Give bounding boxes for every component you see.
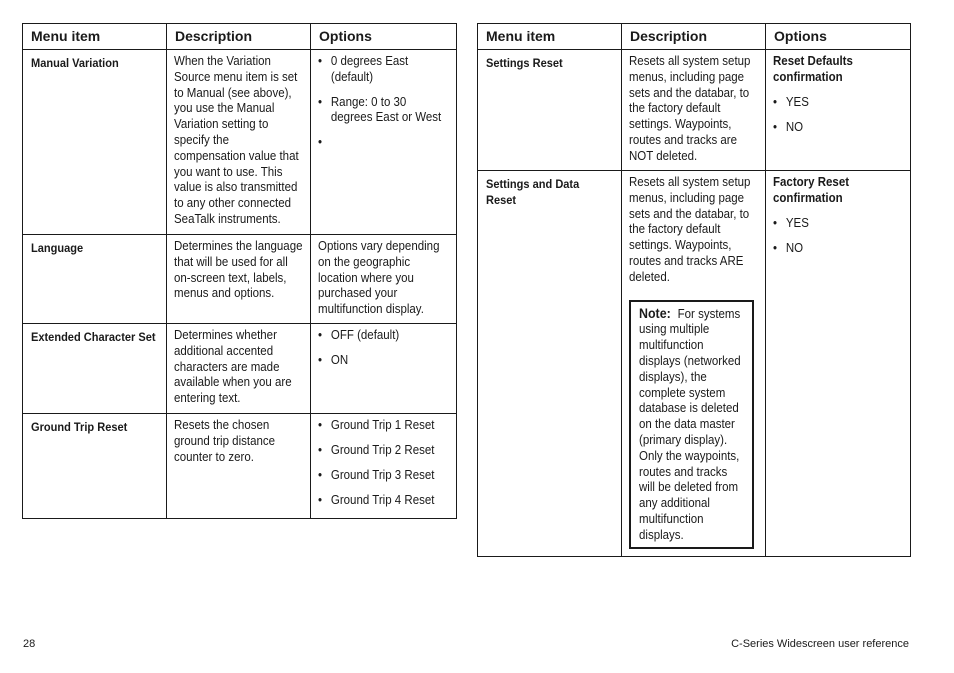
options-list	[318, 328, 449, 369]
description-cell: Resets all system setup menus, including page sets and the databar, to the factory default settings. Waypoints, routes and tracks are NOT deleted.	[622, 50, 766, 171]
header-description: Description	[622, 24, 766, 50]
options-cell	[311, 414, 457, 519]
option-item: • NO	[773, 120, 903, 136]
header-options: Options	[311, 24, 457, 50]
table-row	[478, 50, 911, 171]
header-menu-item: Menu item	[23, 24, 167, 50]
options-list	[773, 95, 903, 136]
options-title: Factory Reset confirmation	[773, 175, 850, 205]
option-item: • Ground Trip 4 Reset	[318, 493, 449, 509]
option-item	[318, 135, 449, 151]
description-cell: Resets all system setup menus, including page sets and the databar, to the factory default settings. Waypoints, routes and tracks ARE deleted. Note: For systems using multiple multifunction displays (networked displays), the complete system database is deleted on the data master (primary display). Only the waypoints, routes and tracks will be deleted from any additional multifunction displays.	[622, 171, 766, 557]
menu-item-cell: Settings and Data Reset	[478, 171, 622, 557]
options-cell	[311, 324, 457, 414]
header-description: Description	[167, 24, 311, 50]
menu-item-cell: Manual Variation	[23, 50, 167, 235]
option-item: • 0 degrees East (default)	[318, 54, 449, 86]
option-item: • Ground Trip 2 Reset	[318, 443, 449, 459]
menu-item-cell: Ground Trip Reset	[23, 414, 167, 519]
options-cell: Options vary depending on the geographic location where you purchased your multifunction display.	[311, 235, 457, 324]
table-row	[23, 235, 457, 324]
option-item: • Ground Trip 1 Reset	[318, 418, 449, 434]
table-header-row	[23, 24, 457, 50]
options-cell	[766, 50, 911, 171]
page-number: 28	[23, 638, 36, 650]
note-text: For systems using multiple multifunction displays (networked displays), the complete system database is deleted on the data master (primary display). Only the waypoints, routes and tracks will be deleted from any additional multifunction displays.	[639, 306, 741, 542]
table-row	[23, 324, 457, 414]
options-title: Reset Defaults confirmation	[773, 54, 853, 84]
description-cell: Determines the language that will be used for all on-screen text, labels, menus and options.	[167, 235, 311, 324]
table-row	[478, 171, 911, 557]
option-item: • Ground Trip 3 Reset	[318, 468, 449, 484]
right-menu-table	[477, 23, 911, 557]
description-cell: Resets the chosen ground trip distance counter to zero.	[167, 414, 311, 519]
menu-item-cell: Language	[23, 235, 167, 324]
option-item: • OFF (default)	[318, 328, 449, 344]
options-list	[318, 418, 449, 509]
menu-item-cell: Settings Reset	[478, 50, 622, 171]
description-cell: Determines whether additional accented characters are made available when you are entering text.	[167, 324, 311, 414]
table-header-row	[478, 24, 911, 50]
description-cell: When the Variation Source menu item is set to Manual (see above), you use the Manual Variation setting to specify the compensation value that you want to use. This value is also transmitted to any other connected SeaTalk instruments.	[167, 50, 311, 235]
options-list	[318, 54, 449, 151]
header-menu-item: Menu item	[478, 24, 622, 50]
option-item: • YES	[773, 95, 903, 111]
options-cell	[766, 171, 911, 557]
options-cell	[311, 50, 457, 235]
menu-item-cell: Extended Character Set	[23, 324, 167, 414]
note-label: Note:	[639, 305, 671, 321]
left-menu-table	[22, 23, 457, 519]
document-title: C-Series Widescreen user reference	[731, 638, 909, 650]
option-item: • NO	[773, 241, 903, 257]
header-options: Options	[766, 24, 911, 50]
option-item: • YES	[773, 216, 903, 232]
option-item: • Range: 0 to 30 degrees East or West	[318, 95, 449, 127]
table-row	[23, 50, 457, 235]
note-box	[629, 300, 754, 549]
option-item: • ON	[318, 353, 449, 369]
options-list	[773, 216, 903, 257]
table-row	[23, 414, 457, 519]
